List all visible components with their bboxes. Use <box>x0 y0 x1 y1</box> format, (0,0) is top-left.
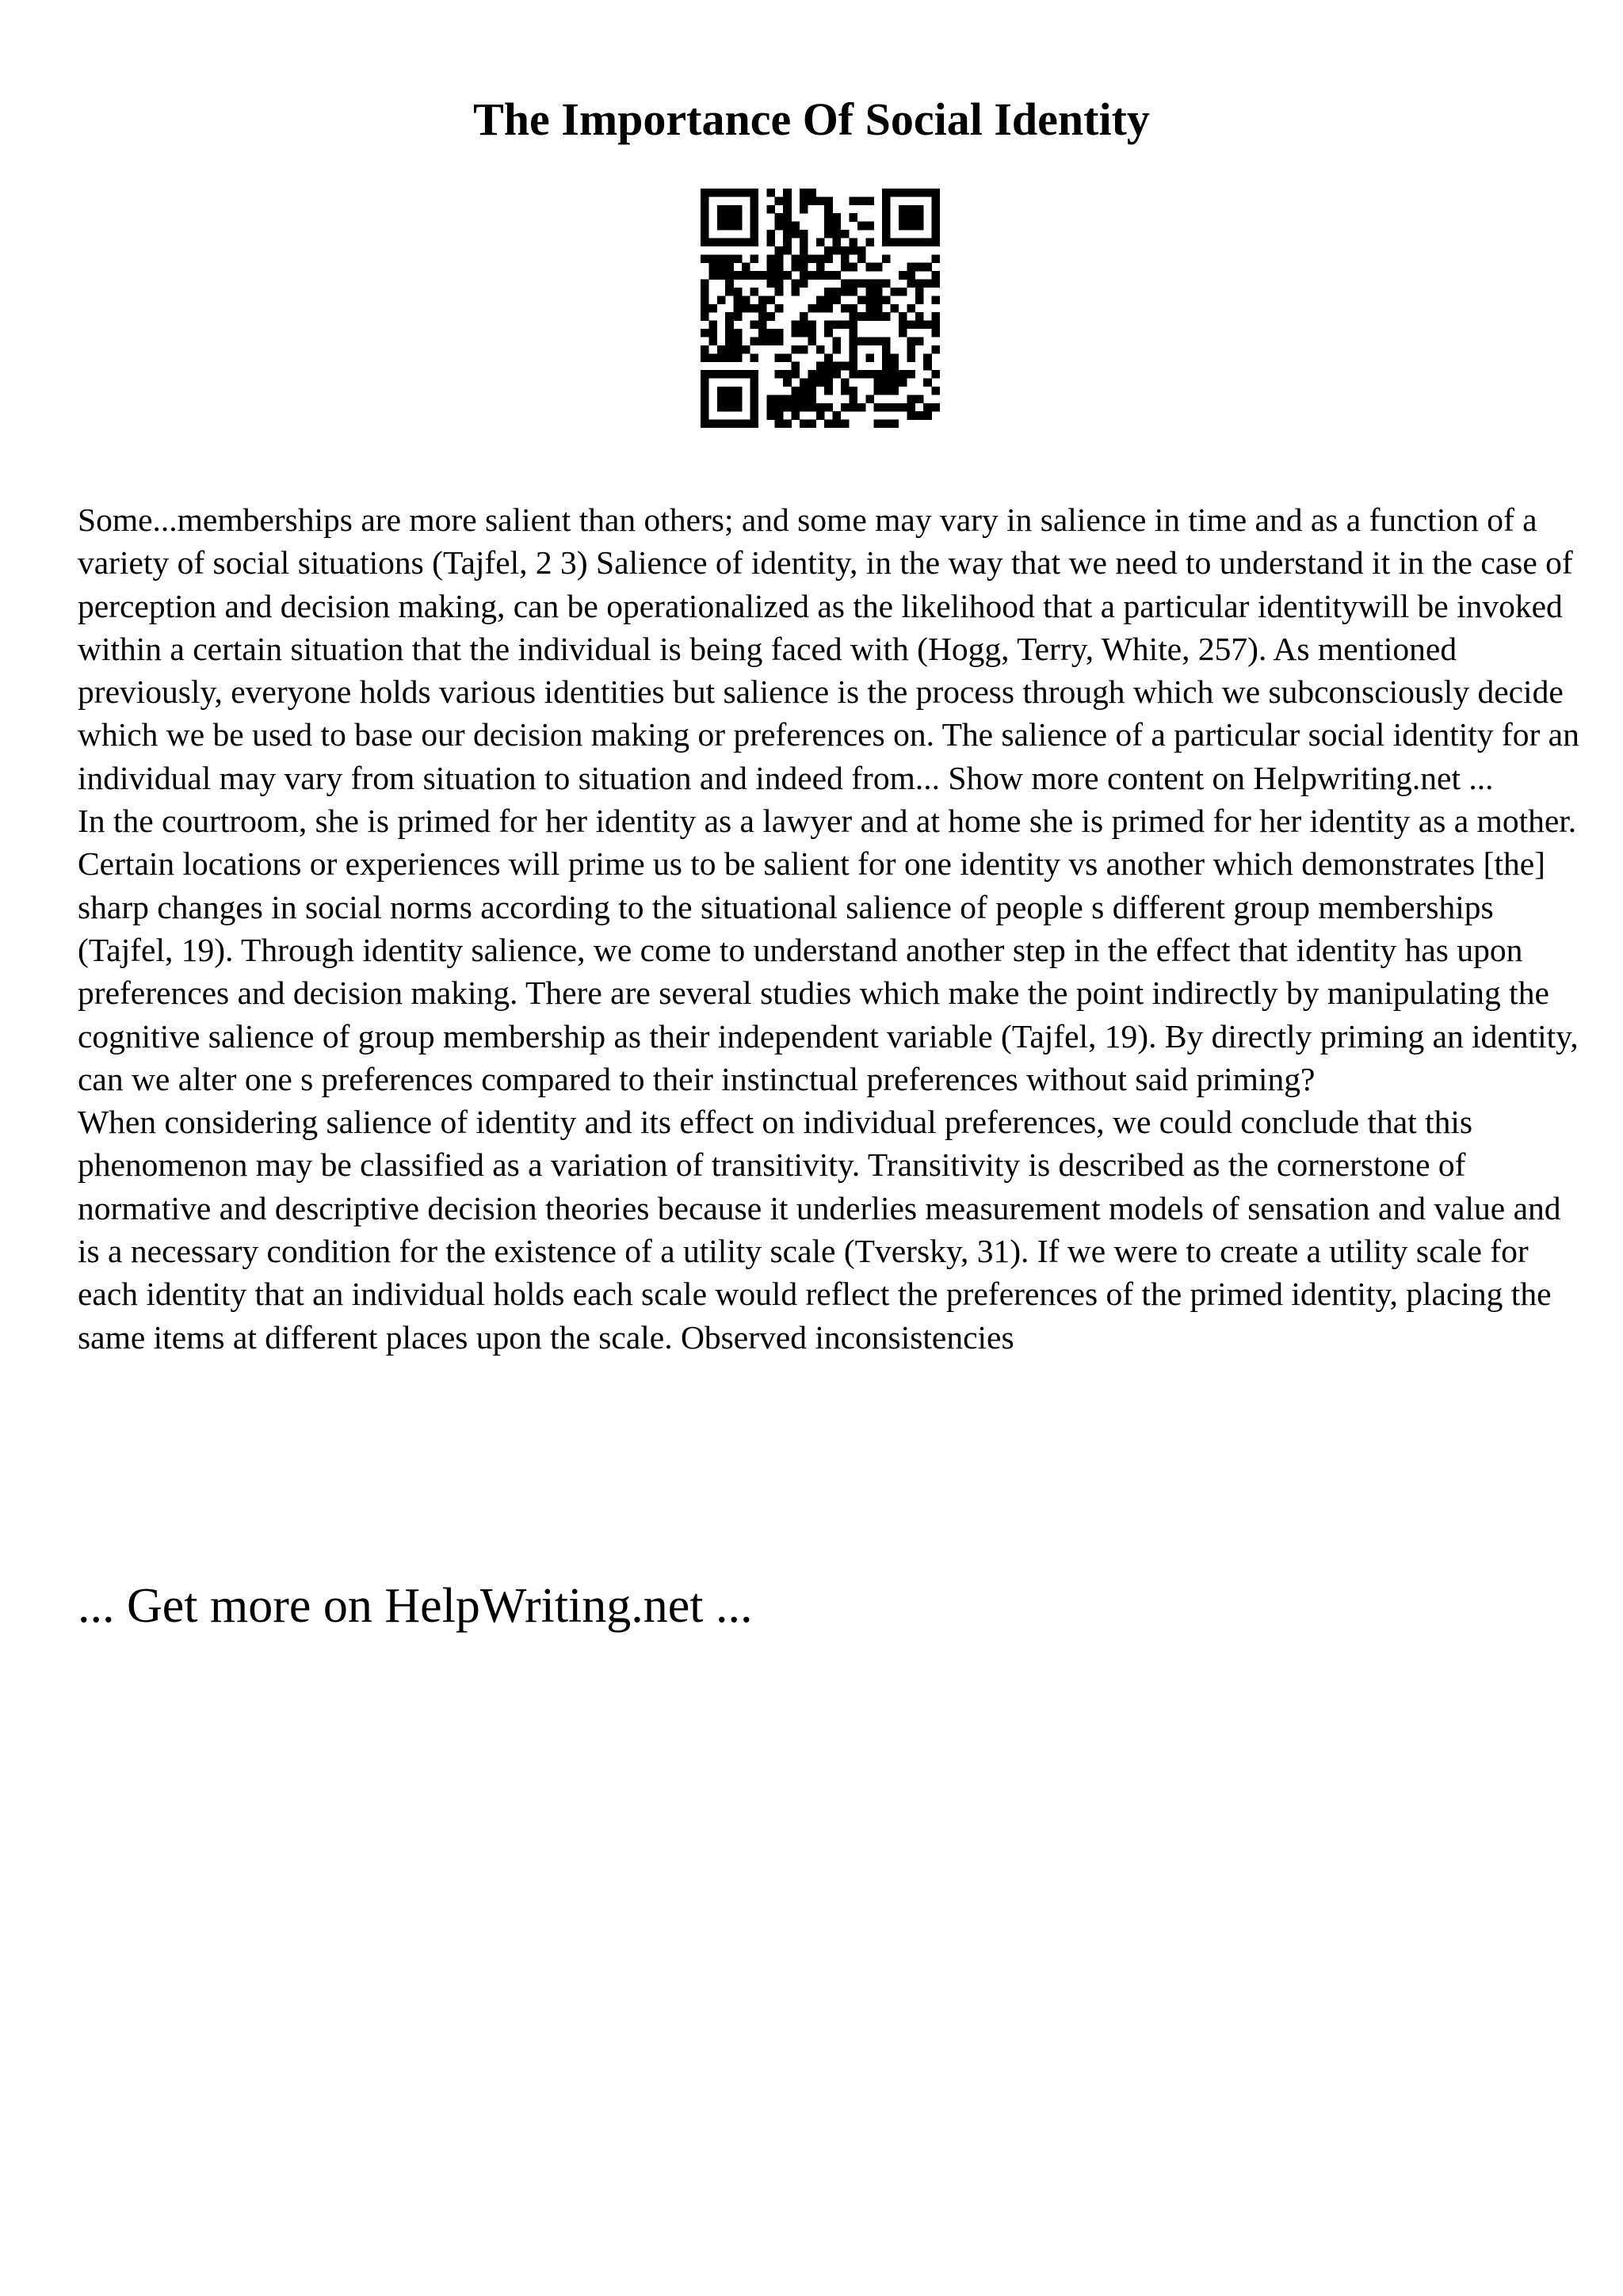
paragraph-3: When considering salience of identity and its effect on individual preferences, we could conclude that this phenomenon may be classified as a variation of transitivity. Transitivity is described as the cornerstone of normative and descriptive decision theories because it underlies measurement models of sensation and value and is a necessary condition for the existence of a utility scale (Tversky, 31). If we were to create a utility scale for each identity that an individual holds each scale would reflect the preferences of the primed identity, placing the same items at different places upon the scale. Observed inconsistencies <box>78 1104 1561 1356</box>
get-more-link[interactable]: ... Get more on HelpWriting.net ... <box>78 1579 753 1633</box>
paragraph-1: Some...memberships are more salient than others; and some may vary in salience in time and as a function of a variety of social situations (Tajfel, 2 3) Salience of identity, in the way that we need to understand it in the case of perception and decision making, can be operationalized as the likelihood that a particular identitywill be invoked within a certain situation that the individual is being faced with (Hogg, Terry, White, 257). As mentioned previously, everyone holds various identities but salience is the process through which we subconsciously decide which we be used to base our decision making or preferences on. The salience of a particular social identity for an individual may vary from situation to situation and indeed from... Show more content on Helpwriting.net ... <box>78 502 1579 796</box>
qr-modules <box>701 189 940 428</box>
article-body <box>78 498 1583 1359</box>
paragraph-2: In the courtroom, she is primed for her identity as a lawyer and at home she is primed for her identity as a mother. Certain locations or experiences will prime us to be salient for one identity vs another which demonstrates [the] sharp changes in social norms according to the situational salience of people s different group memberships (Tajfel, 19). Through identity salience, we come to understand another step in the effect that identity has upon preferences and decision making. There are several studies which make the point indirectly by manipulating the cognitive salience of group membership as their independent variable (Tajfel, 19). By directly priming an identity, can we alter one s preferences compared to their instinctual preferences without said priming? <box>78 803 1579 1097</box>
qr-code-icon[interactable] <box>701 189 940 428</box>
page-title: The Importance Of Social Identity <box>473 93 1150 145</box>
